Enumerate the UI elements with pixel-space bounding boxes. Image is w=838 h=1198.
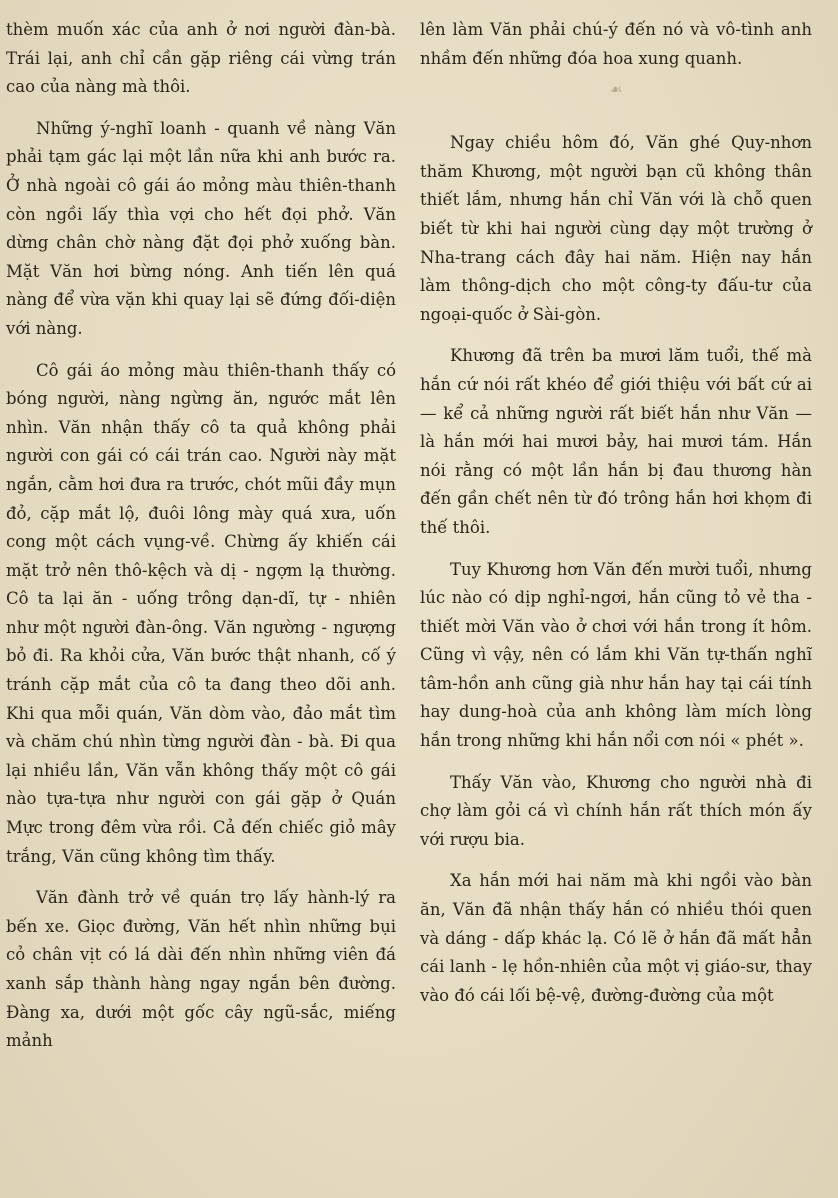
paragraph: Xa hắn mới hai năm mà khi ngồi vào bàn ăn, Văn đã nhận thấy hắn có nhiều thói quen và dáng - dấp khác lạ. Có lẽ ở hắn đã mất hẳn cái lanh - lẹ hồn-nhiên của một vị giáo-sư, thay vào đó cái lối bệ-vệ, đường-đường của một — [420, 871, 812, 1005]
left-column — [6, 16, 396, 1056]
paragraph: Văn đành trở về quán trọ lấy hành-lý ra bến xe. Giọc đường, Văn hết nhìn những bụi cỏ chân vịt có lá dài đến nhìn những viên đá xanh sắp thành hàng ngay ngắn bên đường. Đàng xa, dưới một gốc cây ngũ-sắc, miếng mảnh — [6, 888, 396, 1051]
paragraph: Khương đã trên ba mươi lăm tuổi, thế mà hắn cứ nói rất khéo để giới thiệu với bất cứ ai — kể cả những người rất biết hắn như Văn — là hắn mới hai mươi bảy, hai mươi tám. Hắn nói rằng có một lần hắn bị đau thương hàn đến gần chết nên từ đó trông hắn hơi khọm đi thế thôi. — [420, 346, 812, 537]
paragraph: Ngay chiều hôm đó, Văn ghé Quy-nhơn thăm Khương, một người bạn cũ không thân thiết lắm, nhưng hắn chỉ Văn với là chỗ quen biết từ khi hai người cùng dạy một trường ở Nha-trang cách đây hai năm. Hiện nay hắn làm thông-dịch cho một công-ty đấu-tư của ngoại-quốc ở Sài-gòn. — [420, 133, 812, 324]
paragraph: Cô gái áo mỏng màu thiên-thanh thấy có bóng người, nàng ngừng ăn, ngước mắt lên nhìn. Văn nhận thấy cô ta quả không phải người con gái có cái trán cao. Người này mặt ngắn, cằm hơi đưa ra trước, chót mũi đầy mụn đỏ, cặp mắt lộ, đuôi lông mày quá xưa, uốn cong một cách vụng-về. Chừng ấy khiến cái mặt trở nên thô-kệch và dị - ngợm lạ thường. Cô ta lại ăn - uống trông dạn-dĩ, tự - nhiên như một người đàn-ông. Văn ngường - ngượng bỏ đi. Ra khỏi cửa, Văn bước thật nhanh, cố ý tránh cặp mắt của cô ta đang theo dõi anh. Khi qua mỗi quán, Văn dòm vào, đảo mắt tìm và chăm chú nhìn từng người đàn - bà. Đi qua lại nhiều lần, Văn vẫn không thấy một cô gái nào tựa-tựa như người con gái gặp ở Quán Mực trong đêm vừa rồi. Cả đến chiếc giỏ mây trắng, Văn cũng không tìm thấy. — [6, 360, 396, 866]
right-column — [420, 16, 812, 1010]
paragraph: thèm muốn xác của anh ở nơi người đàn-bà. Trái lại, anh chỉ cần gặp riêng cái vừng trán cao của nàng mà thôi. — [6, 20, 396, 97]
paragraph: Thấy Văn vào, Khương cho người nhà đi chợ làm gỏi cá vì chính hắn rất thích món ấy với rượu bia. — [420, 772, 812, 849]
paragraph: Những ý-nghĩ loanh - quanh về nàng Văn phải tạm gác lại một lần nữa khi anh bước ra. Ở nhà ngoài cô gái áo mỏng màu thiên-thanh còn ngồi lấy thìa vợi cho hết đọi phở. Văn dừng chân chờ nàng đặt đọi phở xuống bàn. Mặt Văn hơi bừng nóng. Anh tiến lên quá nàng để vừa vặn khi quay lại sẽ đứng đối-diện với nàng. — [6, 118, 396, 338]
section-separator-ornament: ☙ — [609, 82, 623, 99]
paragraph: Tuy Khương hơn Văn đến mười tuổi, nhưng lúc nào có dịp nghỉ-ngơi, hắn cũng tỏ vẻ tha - thiết mời Văn vào ở chơi với hắn trong ít hôm. Cũng vì vậy, nên có lắm khi Văn tự-thấn nghĩ tâm-hồn anh cũng già như hắn hay tại cái tính hay dung-hoà của anh không làm mích lòng hắn trong những khi hắn nổi cơn nói « phét ». — [420, 559, 812, 751]
paragraph: lên làm Văn phải chú-ý đến nó và vô-tình anh nhầm đến những đóa hoa xung quanh. — [420, 20, 812, 68]
